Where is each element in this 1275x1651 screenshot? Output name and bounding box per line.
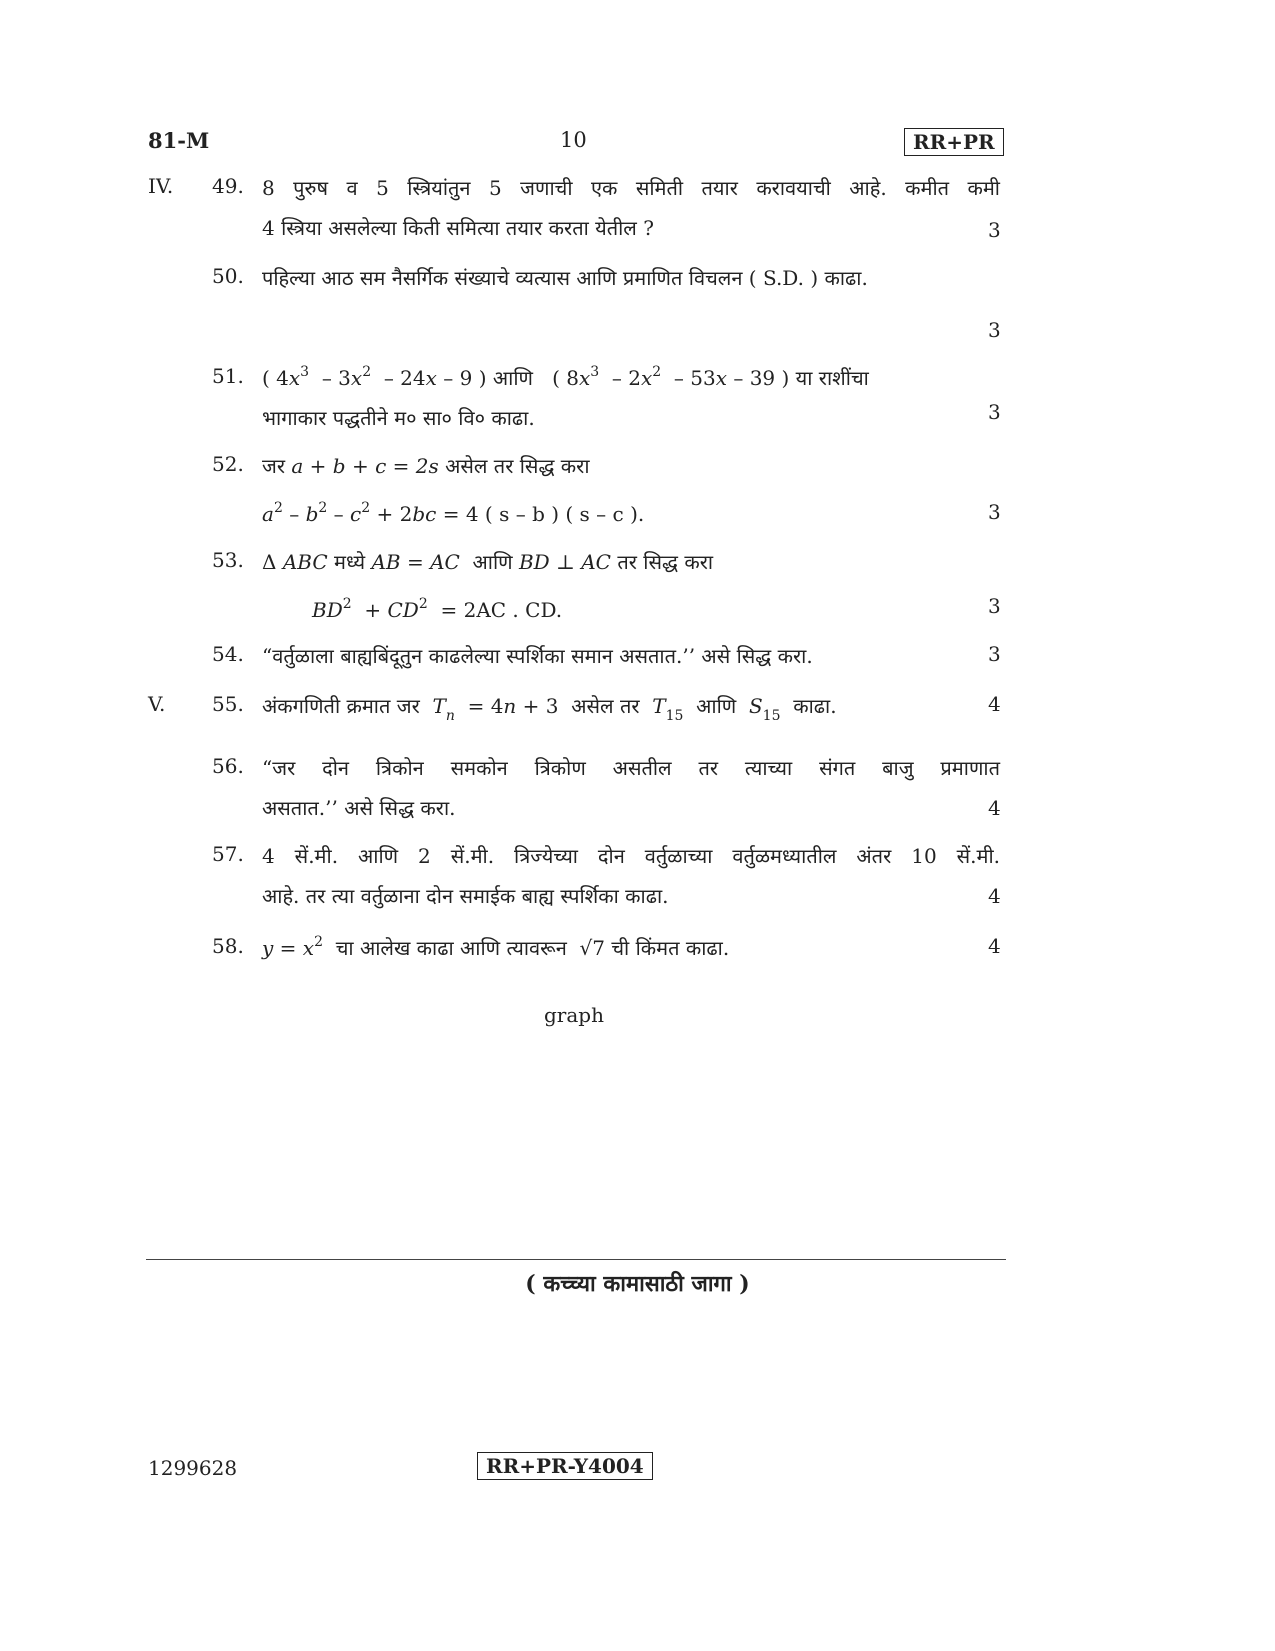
q52-sq3: 2: [361, 500, 371, 516]
q56-line2: असतात.’’ असे सिद्ध करा.: [262, 796, 456, 820]
q53-bd: BD: [312, 598, 343, 622]
q58-number: 58.: [212, 934, 244, 958]
q51-marks: 3: [988, 400, 1001, 424]
q52-minus2: –: [333, 502, 344, 526]
q58-x: x: [302, 936, 315, 960]
version-label: RR+PR: [904, 128, 1004, 156]
q52-formula-line: [262, 494, 1000, 534]
q53-sq1: 2: [342, 596, 352, 612]
q54-number: 54.: [212, 642, 244, 666]
q52-condition: a + b + c = 2s: [291, 454, 439, 478]
q50-number: 50.: [212, 264, 244, 288]
q54-text: [262, 636, 1000, 676]
q55-T15: T: [652, 694, 666, 718]
q49-text: [262, 168, 1000, 248]
q49-number: 49.: [212, 174, 244, 198]
q51-exp2b: 2: [652, 364, 662, 380]
q55-T: T: [432, 694, 446, 718]
q58-line1: [262, 928, 1000, 968]
q53-abc: ABC: [282, 550, 328, 574]
q51-x5: x: [640, 366, 653, 390]
q51-line2: भागाकार पद्धतीने म० सा० वि० काढा.: [262, 406, 535, 430]
q51-number: 51.: [212, 364, 244, 388]
q52-c: c: [350, 502, 362, 526]
q55-number: 55.: [212, 692, 244, 716]
q55-n-sub: n: [445, 708, 455, 724]
sqrt-seven: √7: [579, 936, 605, 960]
q53-rhs: = 2AC . CD.: [440, 598, 563, 622]
q51-line1: [262, 358, 1000, 398]
q57-line2: आहे. तर त्या वर्तुळाना दोन समाईक बाह्य स्पर्शिका काढा.: [262, 884, 669, 908]
page-number: 10: [560, 128, 587, 152]
rough-work-label: ( कच्च्या कामासाठी जागा ): [525, 1271, 750, 1297]
q52-pre: जर: [262, 454, 286, 478]
q58-eq: =: [279, 936, 297, 960]
q55-marks: 4: [988, 692, 1001, 716]
q55-S: S: [748, 694, 763, 718]
q51-open: ( 4: [262, 366, 289, 390]
q51-uterm3: – 53: [673, 366, 716, 390]
triangle-symbol: Δ: [262, 550, 277, 574]
q53-plus: +: [364, 598, 382, 622]
q55-eq: = 4: [467, 694, 504, 718]
graph-label: graph: [544, 1003, 604, 1027]
q51-and: आणि: [492, 366, 533, 390]
q52-plus2: + 2: [376, 502, 413, 526]
q51-x1: x: [288, 366, 301, 390]
q55-S15-sub: 15: [762, 708, 781, 724]
q53-text: [262, 542, 1000, 582]
paper-code: 81-M: [148, 128, 210, 153]
q56-marks: 4: [988, 796, 1001, 820]
q51-open2: ( 8: [552, 366, 579, 390]
q58-sq: 2: [314, 934, 323, 950]
q53-line1: [262, 542, 1000, 582]
q53-post: तर सिद्ध करा: [617, 550, 714, 574]
q52-marks: 3: [988, 500, 1001, 524]
q53-formula: [312, 590, 912, 630]
q51-uterm2: – 2: [611, 366, 641, 390]
q50-marks: 3: [988, 318, 1001, 342]
q49-line2: 4 स्त्रिया असलेल्या किती समित्या तयार करता येतील ?: [262, 216, 654, 240]
q53-marks: 3: [988, 594, 1001, 618]
q51-x2: x: [350, 366, 363, 390]
q52-b: b: [305, 502, 319, 526]
q51-x3: x: [425, 366, 437, 390]
footer-code: RR+PR-Y4004: [477, 1452, 653, 1480]
q49-marks: 3: [988, 218, 1001, 242]
q55-post: काढा.: [793, 694, 837, 718]
q52-line1: [262, 446, 1000, 486]
q52-sq2: 2: [318, 500, 328, 516]
q51-tail: या राशींचा: [795, 366, 869, 390]
q58-mid: चा आलेख काढा आणि त्यावरून: [335, 936, 567, 960]
q54-marks: 3: [988, 642, 1001, 666]
q53-madhye: मध्ये: [334, 550, 366, 574]
q51-term2: – 3: [321, 366, 351, 390]
q53-number: 53.: [212, 548, 244, 572]
q56-text: [262, 748, 1000, 828]
q51-exp3: 3: [300, 364, 310, 380]
q58-post: ची किंमत काढा.: [611, 936, 730, 960]
q55-mid: असेल तर: [571, 694, 640, 718]
q53-cd: CD: [387, 598, 419, 622]
footer-serial: 1299628: [148, 1456, 238, 1480]
q55-line1: [262, 686, 1000, 726]
q51-exp2: 2: [362, 364, 372, 380]
q53-eq1: AB = AC: [371, 550, 460, 574]
q51-term3: – 24: [383, 366, 426, 390]
section-v-label: V.: [148, 692, 166, 716]
q52-a: a: [262, 502, 274, 526]
q51-exp3b: 3: [590, 364, 600, 380]
q52-post: असेल तर सिद्ध करा: [445, 454, 590, 478]
q51-text: [262, 358, 1000, 438]
section-iv-label: IV.: [148, 174, 174, 198]
q57-marks: 4: [988, 884, 1001, 908]
q52-sq1: 2: [273, 500, 283, 516]
q50-line1: पहिल्या आठ सम नैसर्गिक संख्याचे व्यत्यास आणि प्रमाणित विचलन ( S.D. ) काढा.: [262, 266, 868, 290]
q53-and: आणि: [472, 550, 513, 574]
q49-line1: 8 पुरुष व 5 स्त्रियांतुन 5 जणाची एक समिती तयार करावयाची आहे. कमीत कमी: [262, 176, 1000, 200]
q54-line1: “वर्तुळाला बाह्यबिंदूतुन काढलेल्या स्पर्शिका समान असतात.’’ असे सिद्ध करा.: [262, 644, 813, 668]
q51-x4: x: [578, 366, 591, 390]
q53-formula-line: [312, 590, 912, 630]
q51-uterm4: – 39 ): [733, 366, 790, 390]
q51-term4: – 9 ): [443, 366, 487, 390]
q55-text: [262, 686, 1000, 726]
q55-T15-sub: 15: [665, 708, 684, 724]
divider-line: [146, 1259, 1006, 1260]
q53-eq2: BD ⊥ AC: [518, 550, 611, 574]
q52-minus1: –: [289, 502, 300, 526]
q57-line1: 4 सें.मी. आणि 2 सें.मी. त्रिज्येच्या दोन वर्तुळाच्या वर्तुळमध्यातील अंतर 10 सें.मी.: [262, 844, 1000, 868]
q56-line1: “जर दोन त्रिकोन समकोन त्रिकोण असतील तर त्याच्या संगत बाजु प्रमाणात: [262, 756, 1000, 780]
q52-number: 52.: [212, 452, 244, 476]
q55-and: आणि: [696, 694, 737, 718]
q52-text: [262, 446, 1000, 486]
q56-number: 56.: [212, 754, 244, 778]
q55-pre: अंकगणिती क्रमात जर: [262, 694, 420, 718]
q52-bc: bc: [412, 502, 437, 526]
q52-formula: [262, 494, 1000, 534]
q57-text: [262, 836, 1000, 916]
q55-n: n: [503, 694, 517, 718]
q58-text: [262, 928, 1000, 968]
q58-marks: 4: [988, 934, 1001, 958]
q51-x6: x: [715, 366, 727, 390]
q53-sq2: 2: [418, 596, 428, 612]
q52-rhs: = 4 ( s – b ) ( s – c ).: [442, 502, 645, 526]
q57-number: 57.: [212, 842, 244, 866]
q55-plus3: + 3: [522, 694, 559, 718]
q58-y: y: [262, 936, 274, 960]
q50-text: [262, 258, 1000, 298]
